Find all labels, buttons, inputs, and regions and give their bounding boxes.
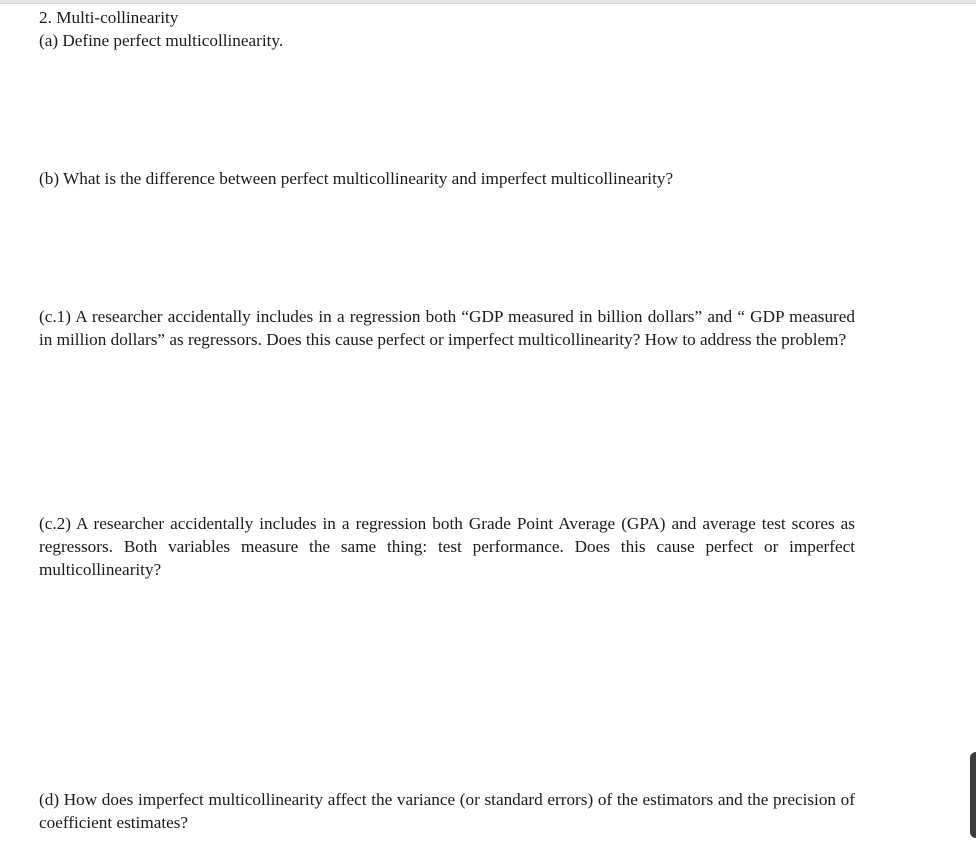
question-a: (a) Define perfect multicollinearity. — [39, 31, 284, 50]
question-c1: (c.1) A researcher accidentally includes in a regression both “GDP measured in billion dollars” and “ GDP measured in million dollars” as regressors. Does this cause perfect or imperfect multicollinearity? How to address the problem? — [39, 307, 855, 349]
scrollbar-handle[interactable] — [970, 752, 976, 838]
question-c2: (c.2) A researcher accidentally includes in a regression both Grade Point Average (GPA) and average test scores as regressors. Both variables measure the same thing: test performance. Does this cause perfect or imperfect multicollinearity? — [39, 514, 855, 579]
question-d: (d) How does imperfect multicollinearity affect the variance (or standard errors) of the estimators and the precision of coefficient estimates? — [39, 790, 855, 832]
section-title: 2. Multi-collinearity — [39, 8, 179, 27]
top-divider — [0, 0, 976, 4]
question-b: (b) What is the difference between perfect multicollinearity and imperfect multicollinearity? — [39, 169, 674, 188]
